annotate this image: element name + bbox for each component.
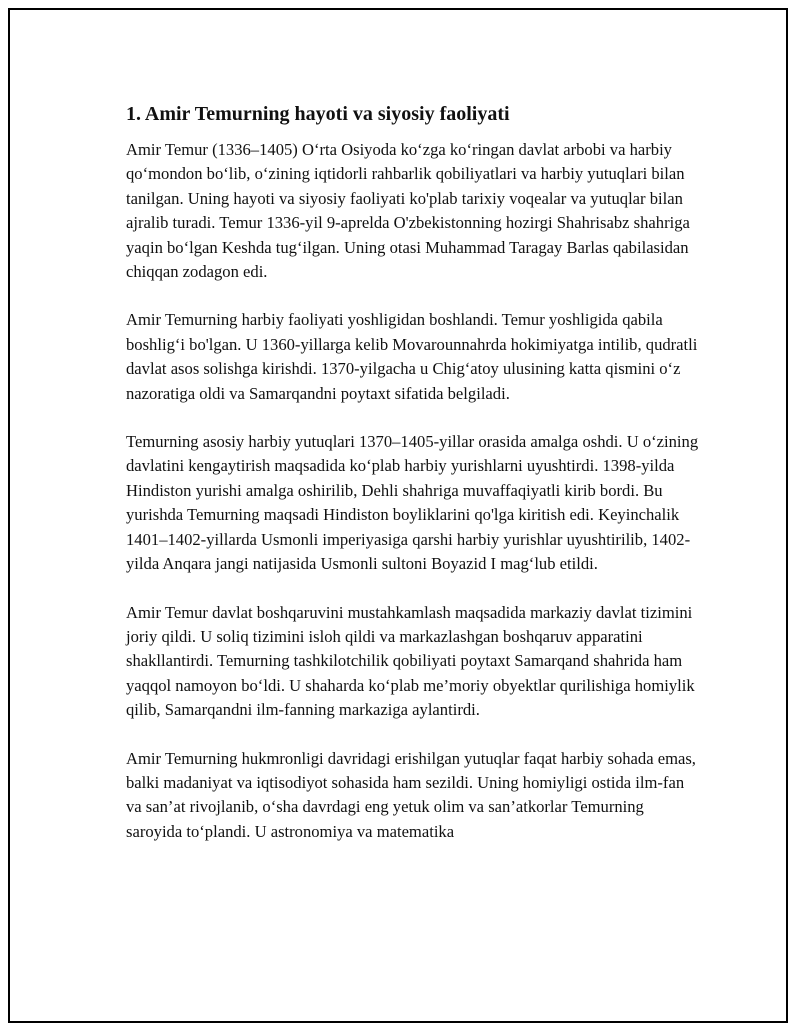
section-heading: 1. Amir Temurning hayoti va siyosiy faoliyati [126,103,510,125]
paragraph-military-achievements: Temurning asosiy harbiy yutuqlari 1370–1405-yillar orasida amalga oshdi. U o‘zining davlatini kengaytirish maqsadida ko‘plab harbiy yurishlarni uyushtirdi. 1398-yilda Hindiston yurishi amalga oshirilib, Dehli shahriga muvaffaqiyatli kirib bordi. Bu yurishda Temurning maqsadi Hindiston boyliklarini qo'lga kiritish edi. Keyinchalik 1401–1402-yillarda Usmonli imperiyasiga qarshi harbiy yurishlar uyushtirilib, 1402-yilda Anqara jangi natijasida Usmonli sultoni Boyazid I mag‘lub etildi. [126,432,699,574]
paragraph-early-life: Amir Temur (1336–1405) O‘rta Osiyoda ko‘zga ko‘ringan davlat arbobi va harbiy qo‘mondon bo‘lib, o‘zining iqtidorli rahbarlik qobiliyatlari va harbiy yutuqlari bilan tanilgan. Uning hayoti va siyosiy faoliyati ko'plab tarixiy voqealar va yutuqlar bilan ajralib turadi. Temur 1336-yil 9-aprelda O'zbekistonning hozirgi Shahrisabz shahriga yaqin bo‘lgan Keshda tug‘ilgan. Uning otasi Muhammad Taragay Barlas qabilasidan chiqqan zodagon edi. [126,140,690,282]
document-page [8,8,788,1023]
document-body [126,100,701,844]
paragraph-military-beginnings: Amir Temurning harbiy faoliyati yoshligidan boshlandi. Temur yoshligida qabila boshlig‘i bo'lgan. U 1360-yillarga kelib Movarounnahrda hokimiyatga intilib, qudratli davlat asos solishga kirishdi. 1370-yilgacha u Chig‘atoy ulusining katta qismini o‘z nazoratiga oldi va Samarqandni poytaxt sifatida belgiladi. [126,310,698,403]
paragraph-state-governance: Amir Temur davlat boshqaruvini mustahkamlash maqsadida markaziy davlat tizimini joriy qildi. U soliq tizimini isloh qildi va markazlashgan boshqaruv apparatini shakllantirdi. Temurning tashkilotchilik qobiliyati poytaxt Samarqand shahrida ham yaqqol namoyon bo‘ldi. U shaharda ko‘plab me’moriy obyektlar qurilishiga homiylik qilib, Samarqandni ilm-fanning markaziga aylantirdi. [126,602,695,720]
paragraph-culture-economy: Amir Temurning hukmronligi davridagi erishilgan yutuqlar faqat harbiy sohada emas, balki madaniyat va iqtisodiyot sohasida ham sezildi. Uning homiyligi ostida ilm-fan va san’at rivojlanib, o‘sha davrdagi eng yetuk olim va san’atkorlar Temurning saroyida to‘plandi. U astronomiya va matematika [126,748,696,841]
